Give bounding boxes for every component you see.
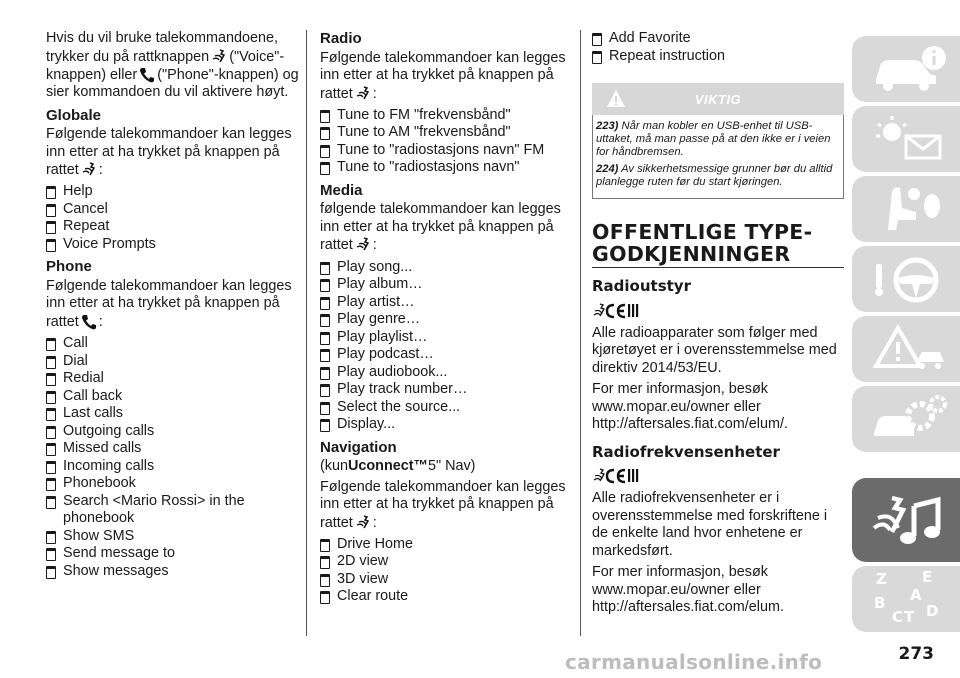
radioutstyr-paragraph-2: For mer informasjon, besøk www.mopar.eu/owner eller http://aftersales.fiat.com/elum/.: [592, 381, 788, 432]
globale-text-content: Følgende talekommandoer kan legges inn etter at ha trykket på knappen på rattet: [46, 126, 292, 178]
checkbox-bullet-icon: [320, 127, 330, 140]
list-item-text: Select the source...: [337, 398, 461, 415]
checkbox-bullet-icon: [320, 297, 330, 310]
navigation-subtitle: [320, 458, 570, 476]
list-item-text: Play podcast…: [337, 346, 434, 363]
list-item: [320, 364, 570, 382]
checkbox-bullet-icon: [320, 556, 330, 569]
index-letter: C: [892, 608, 904, 626]
section-title-line-1: OFFENTLIGE TYPE-: [592, 220, 813, 244]
note-text: Når man kobler en USB-enhet til USB-uttaket, må man passe på at den ikke er i veien for håndbremsen.: [596, 120, 831, 158]
checkbox-bullet-icon: [320, 145, 330, 158]
checkbox-bullet-icon: [320, 539, 330, 552]
list-item-text: Incoming calls: [63, 457, 155, 474]
list-item-text: Help: [63, 183, 93, 200]
globale-heading: Globale: [46, 106, 102, 124]
list-item-text: Clear route: [337, 588, 409, 605]
list-item: [46, 458, 301, 476]
list-item: [320, 259, 570, 277]
section-rule: [592, 267, 844, 268]
intro-text-b: ("Voice"-knappen) eller: [46, 48, 285, 83]
ce-compliance-logo: [592, 301, 640, 321]
list-item: [46, 218, 301, 236]
list-item-text: Send message to: [63, 545, 175, 562]
index-letter: B: [874, 594, 886, 612]
media-list: [320, 259, 570, 434]
checkbox-bullet-icon: [320, 262, 330, 275]
airbag-seat-icon: [870, 184, 950, 236]
warning-triangle-car-icon: [870, 324, 950, 376]
checkbox-bullet-icon: [46, 566, 56, 579]
list-item: [320, 159, 570, 177]
list-item: [46, 183, 301, 201]
column-1: [46, 30, 301, 585]
sidebar-tab-airbag-seat[interactable]: [852, 176, 960, 242]
nav-sub-suffix: 5" Nav): [427, 458, 476, 475]
checkbox-bullet-icon: [320, 349, 330, 362]
radio-list: [320, 107, 570, 177]
list-item: [320, 142, 570, 160]
radio-text-content: Følgende talekommandoer kan legges inn etter at ha trykket på knappen på rattet: [320, 49, 566, 102]
list-item: [320, 381, 570, 399]
list-item: [46, 528, 301, 546]
list-item-text: Voice Prompts: [63, 235, 156, 252]
list-item: [46, 493, 301, 528]
checkbox-bullet-icon: [320, 384, 330, 397]
checkbox-bullet-icon: [320, 419, 330, 432]
list-item: [320, 107, 570, 125]
intro-text-a: Hvis du vil bruke talekommandoene, trykker du på rattknappen: [46, 30, 278, 65]
checkbox-bullet-icon: [46, 338, 56, 351]
column-divider: [580, 30, 581, 636]
list-item-text: Play genre…: [337, 311, 421, 328]
list-item: [46, 563, 301, 581]
list-item-text: Play artist…: [337, 293, 415, 310]
index-letter: A: [910, 586, 922, 604]
list-item: [320, 124, 570, 142]
note-text: Av sikkerhetsmessige grunner bør du alltid planlegge ruten før du start kjøringen.: [596, 163, 833, 188]
column-2: [320, 30, 570, 611]
radiofrekvens-heading: Radiofrekvensenheter: [592, 442, 780, 461]
checkbox-bullet-icon: [46, 531, 56, 544]
car-info-icon: [870, 44, 950, 96]
sidebar-tab-multimedia[interactable]: [852, 478, 960, 562]
checkbox-bullet-icon: [46, 391, 56, 404]
list-item: [320, 294, 570, 312]
section-title-line-2: GODKJENNINGER: [592, 242, 791, 266]
list-item-text: Play audiobook...: [337, 363, 448, 380]
index-letter: Z: [876, 570, 887, 588]
list-item-text: Repeat: [63, 218, 110, 235]
sidebar-tab-car-info[interactable]: [852, 36, 960, 102]
list-item-text: Redial: [63, 370, 104, 387]
radiofrekvens-paragraph-2: For mer informasjon, besøk www.mopar.eu/owner eller http://aftersales.fiat.com/elum.: [592, 564, 784, 615]
list-item-text: Tune to "radiostasjons navn": [337, 159, 520, 176]
phone-icon: [81, 313, 97, 331]
sidebar-tab-steering-wheel[interactable]: [852, 246, 960, 312]
list-item: [320, 346, 570, 364]
column-3: [592, 30, 844, 621]
list-item-text: Search <Mario Rossi> in the phonebook: [63, 492, 245, 527]
note-ref: 224): [596, 163, 619, 175]
navigation-list: [320, 536, 570, 606]
index-letter: T: [904, 608, 915, 626]
list-item-text: Dial: [63, 352, 88, 369]
media-text-content: følgende talekommandoer kan legges inn etter at ha trykket på knappen på rattet: [320, 201, 561, 254]
list-item: [46, 370, 301, 388]
checkbox-bullet-icon: [320, 314, 330, 327]
list-item: [320, 399, 570, 417]
checkbox-bullet-icon: [46, 443, 56, 456]
media-text: følgende talekommandoer kan legges inn etter at ha trykket på knappen på rattet :: [320, 201, 561, 254]
checkbox-bullet-icon: [46, 461, 56, 474]
voice-icon: [355, 236, 371, 254]
list-item: [46, 335, 301, 353]
list-item-text: Play song...: [337, 258, 413, 275]
list-item-text: 2D view: [337, 553, 389, 570]
radio-heading: Radio: [320, 30, 362, 47]
list-item-text: Outgoing calls: [63, 422, 155, 439]
checkbox-bullet-icon: [46, 408, 56, 421]
intro-text-c: ("Phone"-knappen) og sier kommandoen du vil aktivere høyt.: [46, 66, 299, 101]
nav-sub-prefix: (kun: [320, 458, 348, 475]
warning-body: [592, 115, 844, 199]
voice-icon: [355, 85, 371, 103]
list-item: [46, 423, 301, 441]
checkbox-bullet-icon: [320, 574, 330, 587]
list-item-text: Display...: [337, 416, 396, 433]
checkbox-bullet-icon: [46, 496, 56, 509]
list-item-text: Call back: [63, 387, 123, 404]
globale-text: Følgende talekommandoer kan legges inn etter at ha trykket på knappen på rattet :: [46, 126, 292, 178]
phone-text: Følgende talekommandoer kan legges inn etter at ha trykket på knappen på rattet :: [46, 277, 292, 330]
list-item: [320, 416, 570, 434]
checkbox-bullet-icon: [320, 402, 330, 415]
list-item: [46, 388, 301, 406]
navigation-list-continued: [592, 30, 844, 65]
list-item-text: Play track number…: [337, 381, 468, 398]
list-item-text: Cancel: [63, 200, 108, 217]
list-item: [46, 201, 301, 219]
checkbox-bullet-icon: [46, 373, 56, 386]
list-item: [592, 30, 844, 48]
voice-icon: [211, 48, 227, 66]
checkbox-bullet-icon: [46, 204, 56, 217]
column-divider: [306, 30, 307, 636]
checkbox-bullet-icon: [46, 478, 56, 491]
service-gears-icon: [870, 394, 950, 446]
index-letters-icon: [870, 570, 950, 626]
checkbox-bullet-icon: [320, 367, 330, 380]
dashboard-lights-icon: [870, 114, 950, 166]
phone-list: [46, 335, 301, 580]
list-item-text: 3D view: [337, 570, 389, 587]
list-item-text: Missed calls: [63, 440, 142, 457]
list-item-text: Play album…: [337, 276, 423, 293]
multimedia-icon: [870, 488, 950, 556]
phone-text-content: Følgende talekommandoer kan legges inn etter at ha trykket på knappen på rattet: [46, 277, 292, 330]
radio-text: Følgende talekommandoer kan legges inn etter at ha trykket på knappen på rattet :: [320, 49, 566, 102]
radioutstyr-paragraph-1: Alle radioapparater som følger med kjøretøyet er i overensstemmelse med direktiv 2014/53/EU.: [592, 324, 837, 376]
checkbox-bullet-icon: [592, 33, 602, 46]
checkbox-bullet-icon: [592, 51, 602, 64]
list-item-text: Call: [63, 335, 88, 352]
checkbox-bullet-icon: [46, 221, 56, 234]
list-item: [320, 536, 570, 554]
list-item-text: Show messages: [63, 562, 169, 579]
steering-wheel-icon: [870, 254, 950, 306]
checkbox-bullet-icon: [46, 356, 56, 369]
checkbox-bullet-icon: [46, 186, 56, 199]
sidebar-tab-index[interactable]: [852, 566, 960, 632]
page-number: 273: [898, 644, 934, 664]
navigation-heading: Navigation: [320, 438, 397, 456]
intro-paragraph: [46, 30, 301, 102]
list-item: [46, 475, 301, 493]
list-item: [320, 553, 570, 571]
list-item: [46, 405, 301, 423]
voice-icon: [81, 161, 97, 179]
warning-note: [596, 163, 839, 189]
index-letter: E: [922, 570, 933, 586]
checkbox-bullet-icon: [46, 426, 56, 439]
list-item: [320, 276, 570, 294]
warning-note: [596, 120, 839, 159]
list-item-text: Tune to AM "frekvensbånd": [337, 124, 511, 141]
navigation-text: Følgende talekommandoer kan legges inn etter at ha trykket på knappen på rattet :: [320, 478, 566, 531]
nav-sub-bold: Uconnect™: [348, 458, 428, 475]
list-item-text: Last calls: [63, 405, 123, 422]
checkbox-bullet-icon: [46, 239, 56, 252]
warning-title: VIKTIG: [694, 92, 742, 107]
checkbox-bullet-icon: [320, 162, 330, 175]
sidebar-tab-emergency[interactable]: [852, 316, 960, 382]
list-item: [46, 236, 301, 254]
radiofrekvens-paragraph-1: Alle radiofrekvensenheter er i overensstemmelse med forskriftene i de enkelte land hvor enhetene er markedsført.: [592, 490, 828, 559]
phone-heading: Phone: [46, 258, 92, 276]
radioutstyr-heading: Radioutstyr: [592, 277, 691, 295]
list-item: [46, 353, 301, 371]
list-item-text: Repeat instruction: [609, 47, 725, 64]
list-item: [320, 588, 570, 606]
sidebar-tab-service[interactable]: [852, 386, 960, 452]
navigation-text-content: Følgende talekommandoer kan legges inn etter at ha trykket på knappen på rattet: [320, 478, 566, 531]
watermark: carmanualsonline.info: [565, 650, 823, 674]
list-item-text: Show SMS: [63, 527, 135, 544]
globale-list: [46, 183, 301, 253]
voice-icon: [355, 514, 371, 532]
list-item-text: Play playlist…: [337, 328, 428, 345]
sidebar-tab-dashboard-lights[interactable]: [852, 106, 960, 172]
checkbox-bullet-icon: [320, 332, 330, 345]
ce-compliance-logo: [592, 466, 640, 486]
phone-icon: [139, 66, 155, 84]
list-item: [320, 329, 570, 347]
note-ref: 223): [596, 120, 619, 132]
section-title: [592, 221, 844, 265]
checkbox-bullet-icon: [320, 110, 330, 123]
warning-header: [592, 83, 844, 115]
list-item: [592, 48, 844, 66]
checkbox-bullet-icon: [320, 591, 330, 604]
index-letter: D: [926, 602, 939, 620]
checkbox-bullet-icon: [46, 548, 56, 561]
list-item-text: Add Favorite: [609, 30, 691, 46]
checkbox-bullet-icon: [320, 279, 330, 292]
media-heading: Media: [320, 181, 363, 199]
list-item-text: Phonebook: [63, 475, 136, 492]
list-item-text: Tune to "radiostasjons navn" FM: [337, 141, 545, 158]
list-item: [46, 440, 301, 458]
list-item: [320, 571, 570, 589]
list-item-text: Tune to FM "frekvensbånd": [337, 106, 511, 123]
list-item: [320, 311, 570, 329]
list-item: [46, 545, 301, 563]
list-item-text: Drive Home: [337, 535, 413, 552]
